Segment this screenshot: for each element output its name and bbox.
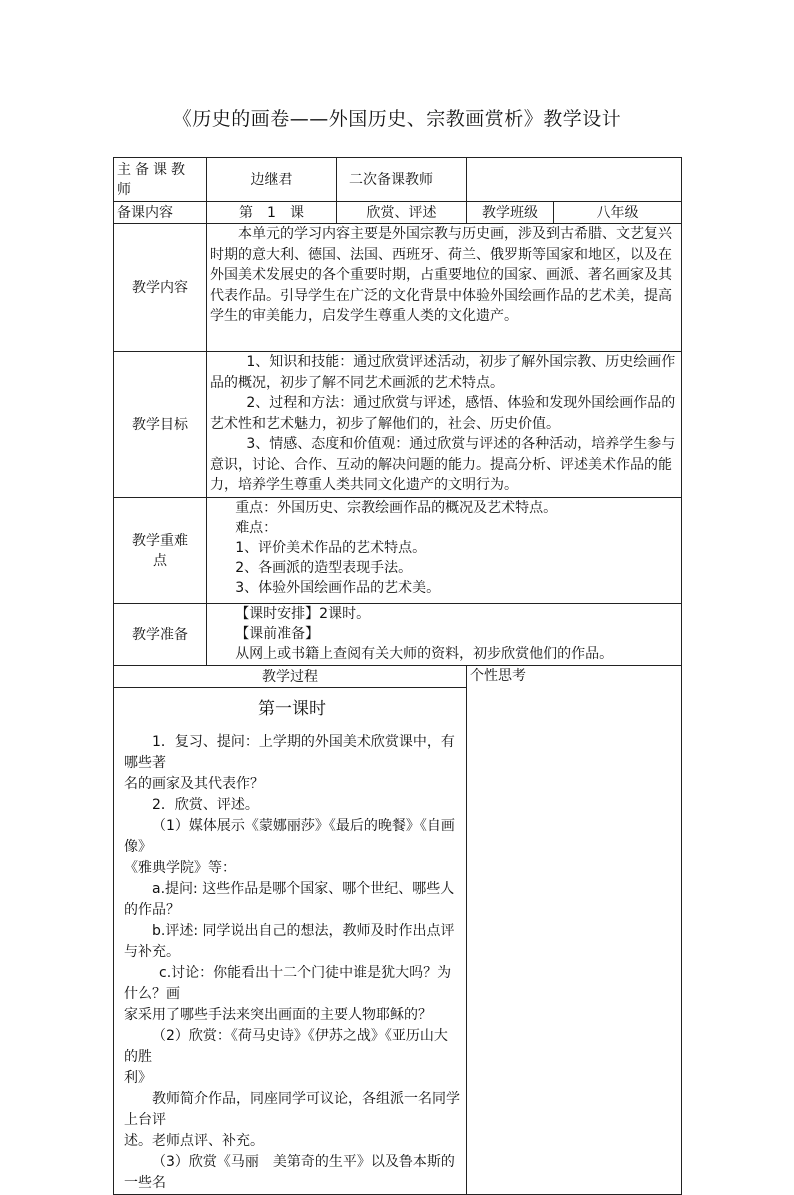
- lesson-plan-table: [113, 157, 682, 1195]
- second-teacher-name: [467, 158, 682, 202]
- reflection-cell: [467, 666, 682, 1195]
- difficulty-item: 2、各画派的造型表现手法。: [235, 560, 413, 576]
- process-line: 家采用了哪些手法来突出画面的主要人物耶稣的？: [124, 1007, 432, 1023]
- process-line: 《雅典学院》等：: [124, 860, 236, 876]
- lesson-type: 欣赏、评述: [337, 202, 467, 224]
- content-text: 本单元的学习内容主要是外国宗教与历史画，涉及到古希腊、文艺复兴时期的意大利、德国、法国、西班牙、荷兰、俄罗斯等国家和地区，以及在外国美术发展史的各个重要时期，占重要地位的国家、画派、著名画家及其代表作品。引导学生在广泛的文化背景中体验外国绘画作品的艺术美，提高学生的审美能力，启发学生尊重人类的文化遗产。: [210, 226, 672, 324]
- page-title: 《历史的画卷——外国历史、宗教画赏析》教学设计: [172, 108, 622, 130]
- process-label: 教学过程: [114, 666, 467, 688]
- content-text-cell: [207, 224, 682, 352]
- objective-item: 2、过程和方法：通过欣赏与评述，感悟、体验和发现外国绘画作品的艺术性和艺术魅力，初步了解他们的，社会、历史价值。: [210, 395, 676, 432]
- lesson-number: 第 1 课: [207, 202, 337, 224]
- process-line: c.讨论：你能看出十二个门徒中谁是犹大吗？为什么？画: [124, 965, 452, 1002]
- process-line: 利》: [124, 1070, 152, 1086]
- difficulty-item: 1、评价美术作品的艺术特点。: [235, 540, 427, 556]
- lesson-heading: 第一课时: [258, 699, 326, 719]
- objectives-cell: [207, 352, 682, 498]
- process-cell: [114, 688, 467, 1195]
- difficulty-label: 难点：: [235, 520, 278, 536]
- process-line: 述。老师点评、补充。: [124, 1133, 264, 1149]
- process-line: 名的画家及其代表作？: [124, 776, 264, 792]
- preparation-label: 教学准备: [114, 604, 207, 666]
- pre-label: 【课前准备】: [235, 626, 320, 642]
- key-points-cell: [207, 498, 682, 604]
- objective-item: 3、情感、态度和价值观：通过欣赏与评述的各种活动，培养学生参与意识，讨论、合作、互动的解决问题的能力。提高分析、评述美术作品的能力，培养学生尊重人类共同文化遗产的文明行为。: [210, 436, 676, 493]
- schedule-text: 【课时安排】2课时。: [235, 606, 371, 622]
- objective-item: 1、知识和技能：通过欣赏评述活动，初步了解外国宗教、历史绘画作品的概况，初步了解不同艺术画派的艺术特点。: [210, 354, 676, 391]
- pre-text: 从网上或书籍上查阅有关大师的资料，初步欣赏他们的作品。: [235, 646, 614, 662]
- lesson-content-label: 备课内容: [114, 202, 207, 224]
- process-line: 2．欣赏、评述。: [152, 797, 259, 813]
- process-line: a.提问: 这些作品是哪个国家、哪个世纪、哪些人的作品？: [124, 881, 455, 918]
- class-value: 八年级: [554, 202, 682, 224]
- difficulty-item: 3、体验外国绘画作品的艺术美。: [235, 580, 441, 596]
- key-points-label: [114, 498, 207, 604]
- process-line: 教师简介作品，同座同学可议论，各组派一名同学上台评: [124, 1091, 460, 1128]
- second-teacher-label: 二次备课教师: [337, 158, 467, 202]
- process-line: 1．复习、提问：上学期的外国美术欣赏课中，有哪些著: [124, 734, 455, 771]
- focus-text: 重点：外国历史、宗教绘画作品的概况及艺术特点。: [235, 500, 558, 516]
- process-line: （1）媒体展示《蒙娜丽莎》《最后的晚餐》《自画像》: [124, 818, 455, 855]
- lead-teacher-name: 边继君: [207, 158, 337, 202]
- process-line: b.评述: 同学说出自己的想法，教师及时作出点评与补充。: [124, 923, 455, 960]
- class-label: 教学班级: [467, 202, 554, 224]
- process-line: （3）欣赏《马丽 美第奇的生平》以及鲁本斯的一些名: [124, 1154, 455, 1191]
- preparation-cell: [207, 604, 682, 666]
- lead-teacher-label: 主备课教师: [114, 158, 207, 202]
- key-points-label-text: 教学重难点: [132, 532, 188, 569]
- reflection-label: 个性思考: [470, 668, 526, 684]
- process-line: （2）欣赏：《荷马史诗》《伊苏之战》《亚历山大的胜: [124, 1028, 448, 1065]
- objectives-label: 教学目标: [114, 352, 207, 498]
- content-label: 教学内容: [114, 224, 207, 352]
